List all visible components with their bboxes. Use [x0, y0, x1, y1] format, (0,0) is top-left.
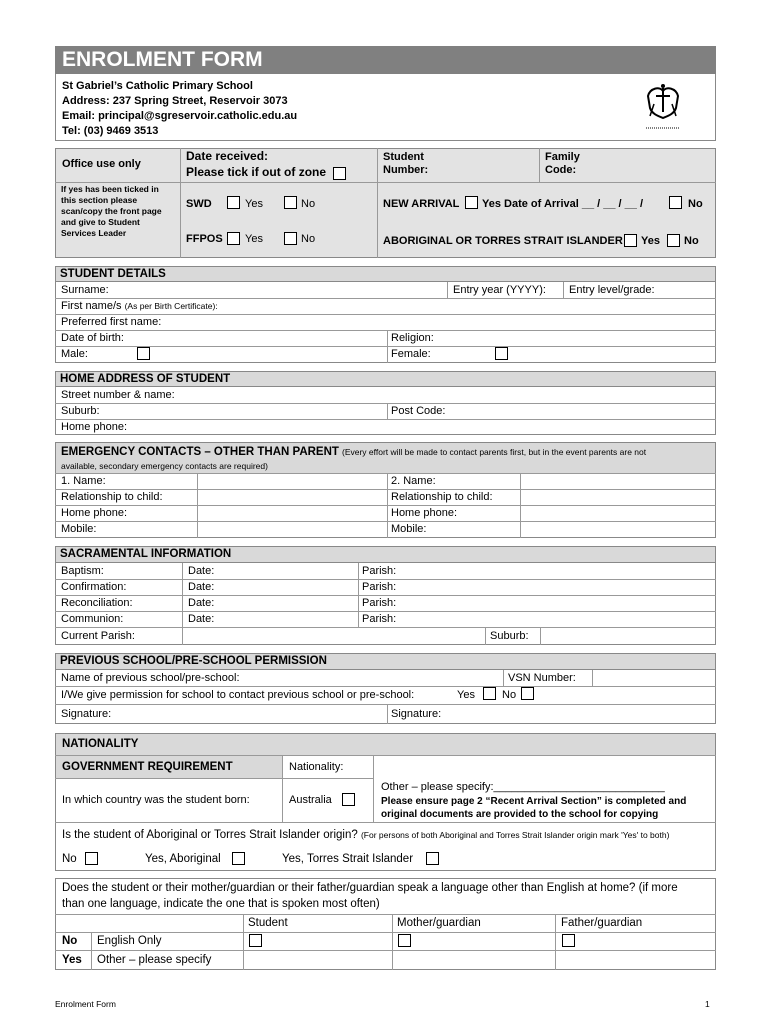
- out-of-zone-label: Please tick if out of zone: [186, 165, 327, 179]
- baptism-label: Baptism:: [61, 565, 104, 577]
- australia-label: Australia: [289, 794, 332, 806]
- atsi-aboriginal-checkbox[interactable]: [232, 852, 245, 865]
- nationality-heading: NATIONALITY: [62, 738, 139, 750]
- ffpos-label: FFPOS: [186, 233, 223, 245]
- ffpos-yes-label: Yes: [245, 233, 263, 245]
- baptism-date-label: Date:: [188, 565, 215, 577]
- language-student-header: Student: [248, 917, 288, 929]
- recent-arrival-note-1: Please ensure page 2 “Recent Arrival Section” is completed and: [381, 796, 687, 807]
- atsi-aboriginal-label: Yes, Aboriginal: [145, 853, 221, 865]
- permission-yes-checkbox[interactable]: [483, 687, 496, 700]
- nationality-label: Nationality:: [289, 761, 344, 773]
- other-language-label: Other – please specify: [97, 954, 212, 966]
- family-code-label: Family Code:: [545, 151, 580, 176]
- signature-1-label: Signature:: [61, 708, 112, 720]
- english-only-student-checkbox[interactable]: [249, 934, 262, 947]
- atsi-torres-strait-label: Yes, Torres Strait Islander: [282, 853, 414, 865]
- entry-level-label: Entry level/grade:: [569, 284, 655, 296]
- permission-yes-label: Yes: [457, 689, 475, 701]
- contact2-relationship-label: Relationship to child:: [391, 491, 493, 503]
- english-only-label: English Only: [97, 935, 162, 947]
- contact1-name-label: 1. Name:: [61, 475, 106, 487]
- surname-label: Surname:: [61, 284, 109, 296]
- ffpos-yes-checkbox[interactable]: [227, 232, 240, 245]
- reconciliation-label: Reconciliation:: [61, 597, 133, 609]
- contact1-relationship-label: Relationship to child:: [61, 491, 163, 503]
- swd-no-label: No: [301, 198, 316, 210]
- nationality-heading-bg: [56, 734, 715, 755]
- date-received-label: Date received:: [186, 149, 269, 163]
- emergency-note-2: available, secondary emergency contacts are required): [61, 461, 268, 471]
- dob-label: Date of birth:: [61, 332, 124, 344]
- atsi-torres-strait-checkbox[interactable]: [426, 852, 439, 865]
- new-arrival-date-label: Yes Date of Arrival __ / __ / __ /: [482, 198, 644, 210]
- vsn-label: VSN Number:: [508, 672, 576, 684]
- office-use-label: Office use only: [62, 158, 141, 170]
- female-label: Female:: [391, 348, 431, 360]
- communion-label: Communion:: [61, 613, 124, 625]
- swd-label: SWD: [186, 198, 212, 210]
- suburb-label: Suburb:: [61, 405, 100, 417]
- new-arrival-no-label: No: [688, 198, 703, 210]
- atsi-office-yes-label: Yes: [641, 235, 660, 247]
- communion-parish-label: Parish:: [362, 613, 397, 625]
- religion-label: Religion:: [391, 332, 434, 344]
- new-arrival-no-checkbox[interactable]: [669, 196, 682, 209]
- reconciliation-parish-label: Parish:: [362, 597, 397, 609]
- signature-2-label: Signature:: [391, 708, 442, 720]
- confirmation-date-label: Date:: [188, 581, 215, 593]
- ffpos-no-label: No: [301, 233, 316, 245]
- atsi-office-yes-checkbox[interactable]: [624, 234, 637, 247]
- previous-school-heading: PREVIOUS SCHOOL/PRE-SCHOOL PERMISSION: [55, 653, 716, 670]
- footer-page-number: 1: [705, 999, 710, 1009]
- male-checkbox[interactable]: [137, 347, 150, 360]
- new-arrival-label: NEW ARRIVAL: [383, 198, 460, 210]
- communion-date-label: Date:: [188, 613, 215, 625]
- entry-year-label: Entry year (YYYY):: [453, 284, 546, 296]
- home-address-heading: HOME ADDRESS OF STUDENT: [55, 371, 716, 387]
- first-names-label: First name/s (As per Birth Certificate):: [61, 300, 218, 312]
- confirmation-label: Confirmation:: [61, 581, 127, 593]
- recent-arrival-note-2: original documents are provided to the school for copying: [381, 809, 659, 820]
- australia-checkbox[interactable]: [342, 793, 355, 806]
- atsi-office-no-checkbox[interactable]: [667, 234, 680, 247]
- street-label: Street number & name:: [61, 389, 175, 401]
- other-country-label: Other – please specify:____________________________: [381, 781, 665, 793]
- gov-requirement-label: GOVERNMENT REQUIREMENT: [62, 761, 233, 773]
- previous-school-name-label: Name of previous school/pre-school:: [61, 672, 240, 684]
- current-parish-suburb-label: Suburb:: [490, 630, 529, 642]
- language-question-2: than one language, indicate the one that is spoken most often): [62, 898, 380, 910]
- school-tel: Tel: (03) 9469 3513: [62, 125, 159, 137]
- current-parish-label: Current Parish:: [61, 630, 135, 642]
- born-country-label: In which country was the student born:: [62, 794, 250, 806]
- permission-label: I/We give permission for school to contact previous school or pre-school:: [61, 689, 415, 701]
- student-number-label: Student Number:: [383, 151, 429, 176]
- form-title: ENROLMENT FORM: [62, 48, 263, 71]
- preferred-name-label: Preferred first name:: [61, 316, 162, 328]
- atsi-no-label: No: [62, 853, 77, 865]
- sacramental-heading: SACRAMENTAL INFORMATION: [55, 546, 716, 563]
- ticked-note: If yes has been ticked in this section please scan/copy the front page and give to Student Services Leader: [61, 184, 162, 238]
- contact1-mobile-label: Mobile:: [61, 523, 97, 535]
- swd-yes-label: Yes: [245, 198, 263, 210]
- student-details-heading: STUDENT DETAILS: [55, 266, 716, 282]
- atsi-question: Is the student of Aboriginal or Torres Strait Islander origin? (For persons of both Aboriginal and Torres Strait Islander origin mark 'Yes' to both): [62, 829, 670, 841]
- confirmation-parish-label: Parish:: [362, 581, 397, 593]
- school-crest-logo: [640, 82, 686, 134]
- school-address: Address: 237 Spring Street, Reservoir 3073: [62, 95, 288, 107]
- reconciliation-date-label: Date:: [188, 597, 215, 609]
- postcode-label: Post Code:: [391, 405, 446, 417]
- permission-no-checkbox[interactable]: [521, 687, 534, 700]
- language-no-label: No: [62, 935, 78, 947]
- contact2-name-label: 2. Name:: [391, 475, 436, 487]
- language-question-1: Does the student or their mother/guardian or their father/guardian speak a language other than English at home? (if more: [62, 882, 678, 894]
- home-phone-label: Home phone:: [61, 421, 128, 433]
- ffpos-no-checkbox[interactable]: [284, 232, 297, 245]
- baptism-parish-label: Parish:: [362, 565, 397, 577]
- school-email: Email: principal@sgreservoir.catholic.edu.au: [62, 110, 298, 122]
- new-arrival-yes-checkbox[interactable]: [465, 196, 478, 209]
- contact2-home-phone-label: Home phone:: [391, 507, 458, 519]
- swd-no-checkbox[interactable]: [284, 196, 297, 209]
- english-only-father-checkbox[interactable]: [562, 934, 575, 947]
- language-mother-header: Mother/guardian: [397, 917, 481, 929]
- atsi-office-no-label: No: [684, 235, 699, 247]
- male-label: Male:: [61, 348, 88, 360]
- language-father-header: Father/guardian: [561, 917, 643, 929]
- atsi-office-label: ABORIGINAL OR TORRES STRAIT ISLANDER: [383, 235, 623, 247]
- school-name: St Gabriel’s Catholic Primary School: [62, 80, 253, 92]
- contact1-home-phone-label: Home phone:: [61, 507, 128, 519]
- atsi-no-checkbox[interactable]: [85, 852, 98, 865]
- footer-form-name: Enrolment Form: [55, 999, 116, 1009]
- contact2-mobile-label: Mobile:: [391, 523, 427, 535]
- english-only-mother-checkbox[interactable]: [398, 934, 411, 947]
- swd-yes-checkbox[interactable]: [227, 196, 240, 209]
- emergency-heading: EMERGENCY CONTACTS – OTHER THAN PARENT (Every effort will be made to contact parents first, but in the event parents are not: [61, 446, 647, 458]
- permission-no-label: No: [502, 689, 517, 701]
- out-of-zone-checkbox[interactable]: [333, 167, 346, 180]
- language-yes-label: Yes: [62, 954, 82, 966]
- female-checkbox[interactable]: [495, 347, 508, 360]
